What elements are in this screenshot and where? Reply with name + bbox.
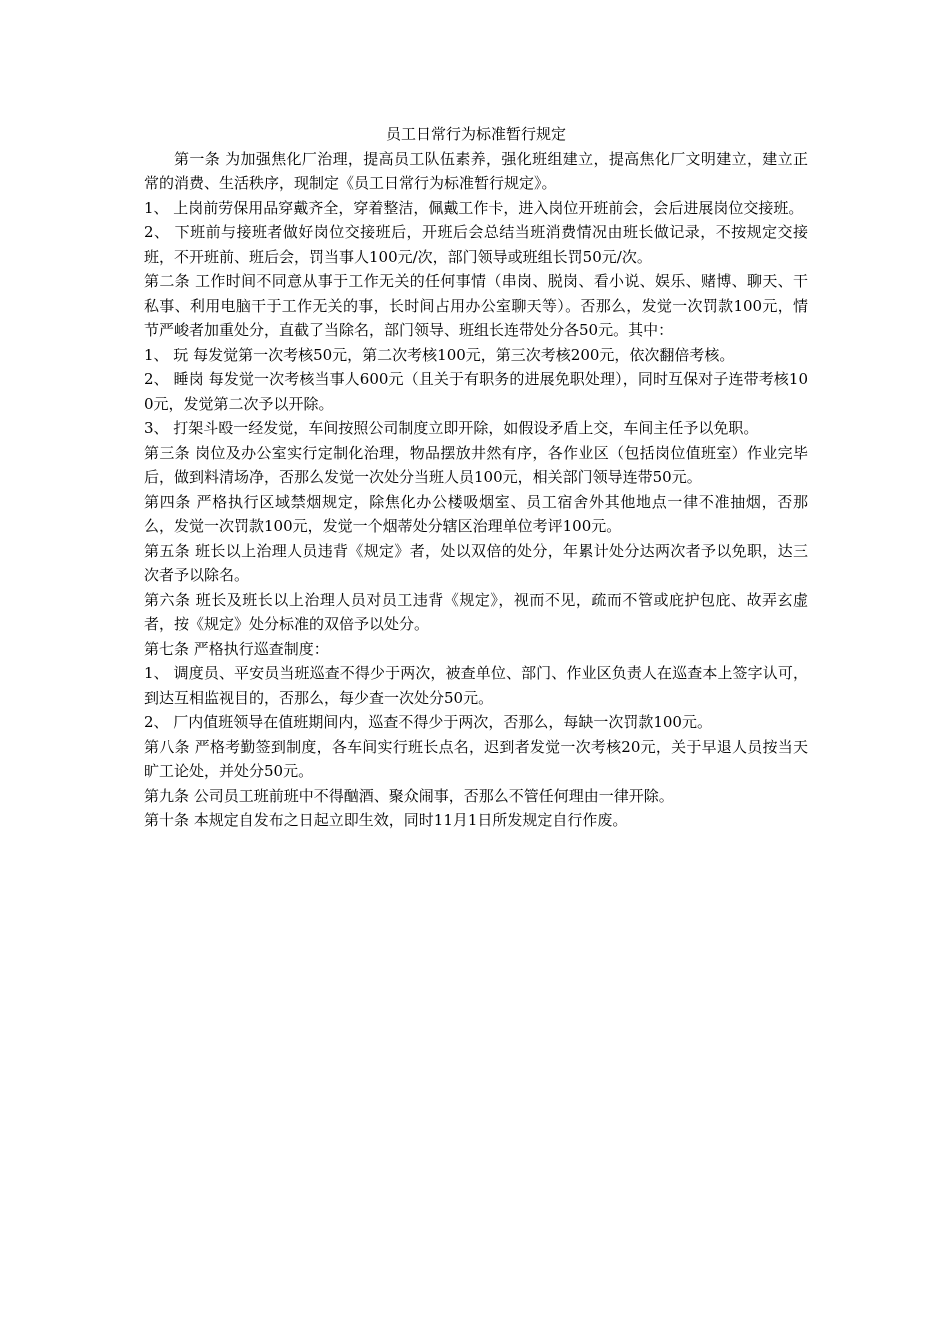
article-9: 第九条 公司员工班前班中不得酗酒、聚众闹事，否那么不管任何理由一律开除。 xyxy=(144,786,674,805)
article-8: 第八条 严格考勤签到制度，各车间实行班长点名，迟到者发觉一次考核20元，关于早退人员按当天旷工论处，并处分50元。 xyxy=(144,737,808,780)
article-1: 第一条 为加强焦化厂治理，提高员工队伍素养，强化班组建立，提高焦化厂文明建立，建立正常的消费、生活秩序，现制定《员工日常行为标准暂行规定》。 xyxy=(144,149,808,192)
article-2-item-2: 2、 睡岗 每发觉一次考核当事人600元（且关于有职务的进展免职处理），同时互保对子连带考核100元，发觉第二次予以开除。 xyxy=(144,370,808,413)
article-2-item-3: 3、 打架斗殴一经发觉，车间按照公司制度立即开除，如假设矛盾上交，车间主任予以免职。 xyxy=(144,419,759,437)
document-body xyxy=(144,122,808,833)
article-6: 第六条 班长及班长以上治理人员对员工违背《规定》，视而不见，疏而不管或庇护包庇、故弄玄虚者，按《规定》处分标准的双倍予以处分。 xyxy=(144,590,808,633)
article-7-item-2: 2、 厂内值班领导在值班期间内，巡查不得少于两次，否那么，每缺一次罚款100元。 xyxy=(144,713,712,731)
article-10: 第十条 本规定自发布之日起立即生效，同时11月1日所发规定自行作废。 xyxy=(144,811,628,829)
article-3: 第三条 岗位及办公室实行定制化治理，物品摆放井然有序，各作业区（包括岗位值班室）作业完毕后，做到料清场净，否那么发觉一次处分当班人员100元，相关部门领导连带50元。 xyxy=(144,443,808,486)
article-4: 第四条 严格执行区域禁烟规定，除焦化办公楼吸烟室、员工宿舍外其他地点一律不准抽烟，否那么，发觉一次罚款100元，发觉一个烟蒂处分辖区治理单位考评100元。 xyxy=(144,492,808,535)
article-2-item-1: 1、 玩 每发觉第一次考核50元，第二次考核100元，第三次考核200元，依次翻倍考核。 xyxy=(144,345,735,364)
article-2: 第二条 工作时间不同意从事于工作无关的任何事情（串岗、脱岗、看小说、娱乐、赌博、聊天、干私事、利用电脑干于工作无关的事，长时间占用办公室聊天等）。否那么，发觉一次罚款100元，情节严峻者加重处分，直截了当除名，部门领导、班组长连带处分各50元。其中： xyxy=(144,272,808,339)
article-7-item-1: 1、 调度员、平安员当班巡查不得少于两次，被查单位、部门、作业区负责人在巡查本上签字认可，到达互相监视目的，否那么，每少查一次处分50元。 xyxy=(144,664,808,707)
document-title: 员工日常行为标准暂行规定 xyxy=(385,125,566,143)
article-1-item-2: 2、 下班前与接班者做好岗位交接班后，开班后会总结当班消费情况由班长做记录，不按规定交接班，不开班前、班后会，罚当事人100元/次，部门领导或班组长罚50元/次。 xyxy=(144,223,808,266)
article-5: 第五条 班长以上治理人员违背《规定》者，处以双倍的处分，年累计处分达两次者予以免职，达三次者予以除名。 xyxy=(144,541,808,584)
article-7: 第七条 严格执行巡查制度： xyxy=(144,639,329,658)
article-1-item-1: 1、 上岗前劳保用品穿戴齐全，穿着整洁，佩戴工作卡，进入岗位开班前会，会后进展岗位交接班。 xyxy=(144,198,804,217)
